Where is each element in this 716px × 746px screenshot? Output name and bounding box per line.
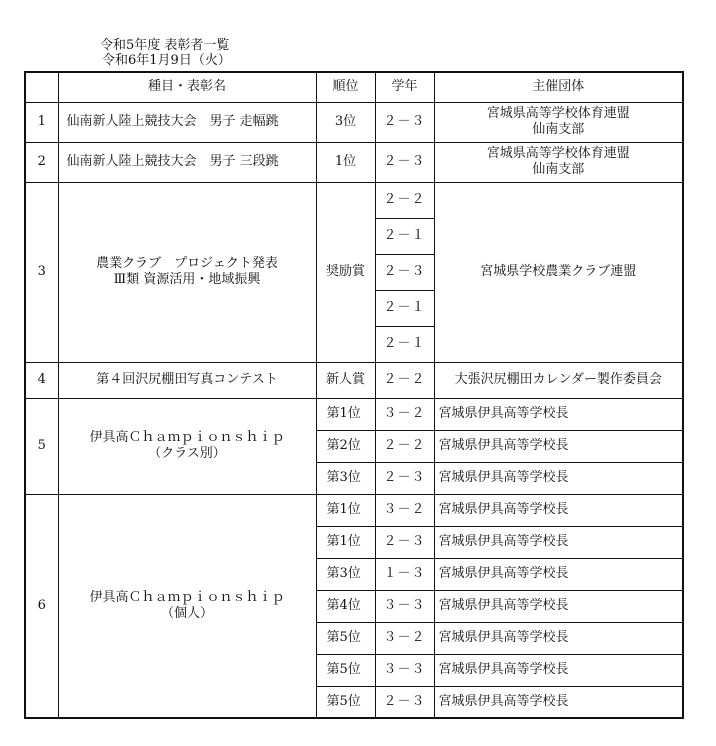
- award-name-line: 農業クラブ プロジェクト発表: [96, 256, 278, 271]
- award-name-line: 伊具高Ｃｈａｍｐｉｏｎｓｈｉｐ: [89, 589, 285, 605]
- award-name-line: （個人）: [160, 605, 213, 621]
- organizer: [434, 102, 683, 142]
- row-number: 6: [25, 494, 58, 718]
- student-grade: ２－２: [375, 430, 434, 462]
- student-grade: ２－３: [375, 462, 434, 494]
- award-rank: 第1位: [316, 494, 375, 526]
- award-name-line: 伊具高Ｃｈａｍｐｉｏｎｓｈｉｐ: [89, 430, 285, 445]
- award-name: 第４回沢尻棚田写真コンテスト: [58, 362, 316, 398]
- award-name: 仙南新人陸上競技大会 男子 走幅跳: [58, 102, 316, 142]
- student-grade: ３－２: [375, 494, 434, 526]
- student-grade: ３－３: [375, 654, 434, 686]
- row-number: 1: [25, 102, 58, 142]
- header-no: [25, 72, 58, 102]
- row-number: 4: [25, 362, 58, 398]
- organizer: 宮城県伊具高等学校長: [434, 686, 683, 718]
- organizer-line: 仙南支部: [532, 122, 585, 137]
- table-row: [25, 142, 683, 182]
- table-row: [25, 398, 683, 430]
- award-rank: 1位: [316, 142, 375, 182]
- student-grade: ２－３: [375, 142, 434, 182]
- header-grade: 学年: [375, 72, 434, 102]
- student-grade: ２－１: [375, 326, 434, 362]
- document-date: 令和6年1月9日（火）: [102, 53, 231, 68]
- row-number: 2: [25, 142, 58, 182]
- organizer-line: 宮城県高等学校体育連盟: [486, 146, 630, 161]
- organizer: 宮城県伊具高等学校長: [434, 494, 683, 526]
- award-name-line: （クラス別）: [148, 446, 226, 461]
- table-row: [25, 494, 683, 526]
- award-name: [58, 182, 316, 362]
- award-name: 仙南新人陸上競技大会 男子 三段跳: [58, 142, 316, 182]
- organizer: 大張沢尻棚田カレンダー製作委員会: [434, 362, 683, 398]
- header-rank: 順位: [316, 72, 375, 102]
- student-grade: ２－１: [375, 218, 434, 254]
- table-row: [25, 182, 683, 218]
- award-rank: 奨励賞: [316, 182, 375, 362]
- row-number: 5: [25, 398, 58, 494]
- student-grade: １－３: [375, 558, 434, 590]
- table-header-row: [25, 72, 683, 102]
- organizer: [434, 142, 683, 182]
- organizer: 宮城県伊具高等学校長: [434, 654, 683, 686]
- student-grade: ２－３: [375, 526, 434, 558]
- student-grade: ２－２: [375, 362, 434, 398]
- student-grade: ２－３: [375, 686, 434, 718]
- organizer-line: 宮城県高等学校体育連盟: [486, 106, 630, 121]
- student-grade: ３－２: [375, 622, 434, 654]
- organizer: 宮城県伊具高等学校長: [434, 398, 683, 430]
- organizer: 宮城県伊具高等学校長: [434, 462, 683, 494]
- student-grade: ２－２: [375, 182, 434, 218]
- award-name: [58, 494, 316, 718]
- student-grade: ２－１: [375, 290, 434, 326]
- award-rank: 第4位: [316, 590, 375, 622]
- header-org: 主催団体: [434, 72, 683, 102]
- award-rank: 新人賞: [316, 362, 375, 398]
- student-grade: ３－２: [375, 398, 434, 430]
- row-number: 3: [25, 182, 58, 362]
- award-rank: 第5位: [316, 686, 375, 718]
- award-rank: 第3位: [316, 558, 375, 590]
- award-rank: 第2位: [316, 430, 375, 462]
- organizer: 宮城県伊具高等学校長: [434, 430, 683, 462]
- organizer: 宮城県学校農業クラブ連盟: [434, 182, 683, 362]
- organizer: 宮城県伊具高等学校長: [434, 558, 683, 590]
- document-title: 令和5年度 表彰者一覧: [100, 38, 230, 53]
- organizer: 宮城県伊具高等学校長: [434, 622, 683, 654]
- award-name-line: Ⅲ類 資源活用・地域振興: [113, 272, 261, 287]
- award-name: [58, 398, 316, 494]
- award-rank: 3位: [316, 102, 375, 142]
- organizer: 宮城県伊具高等学校長: [434, 590, 683, 622]
- table-row: [25, 362, 683, 398]
- award-rank: 第5位: [316, 654, 375, 686]
- award-rank: 第1位: [316, 398, 375, 430]
- organizer-line: 仙南支部: [532, 162, 585, 177]
- award-rank: 第3位: [316, 462, 375, 494]
- header-item: 種目・表彰名: [58, 72, 316, 102]
- table-row: [25, 102, 683, 142]
- award-table: [24, 71, 684, 719]
- award-rank: 第1位: [316, 526, 375, 558]
- student-grade: ２－３: [375, 254, 434, 290]
- student-grade: ３－３: [375, 590, 434, 622]
- award-rank: 第5位: [316, 622, 375, 654]
- organizer: 宮城県伊具高等学校長: [434, 526, 683, 558]
- student-grade: ２－３: [375, 102, 434, 142]
